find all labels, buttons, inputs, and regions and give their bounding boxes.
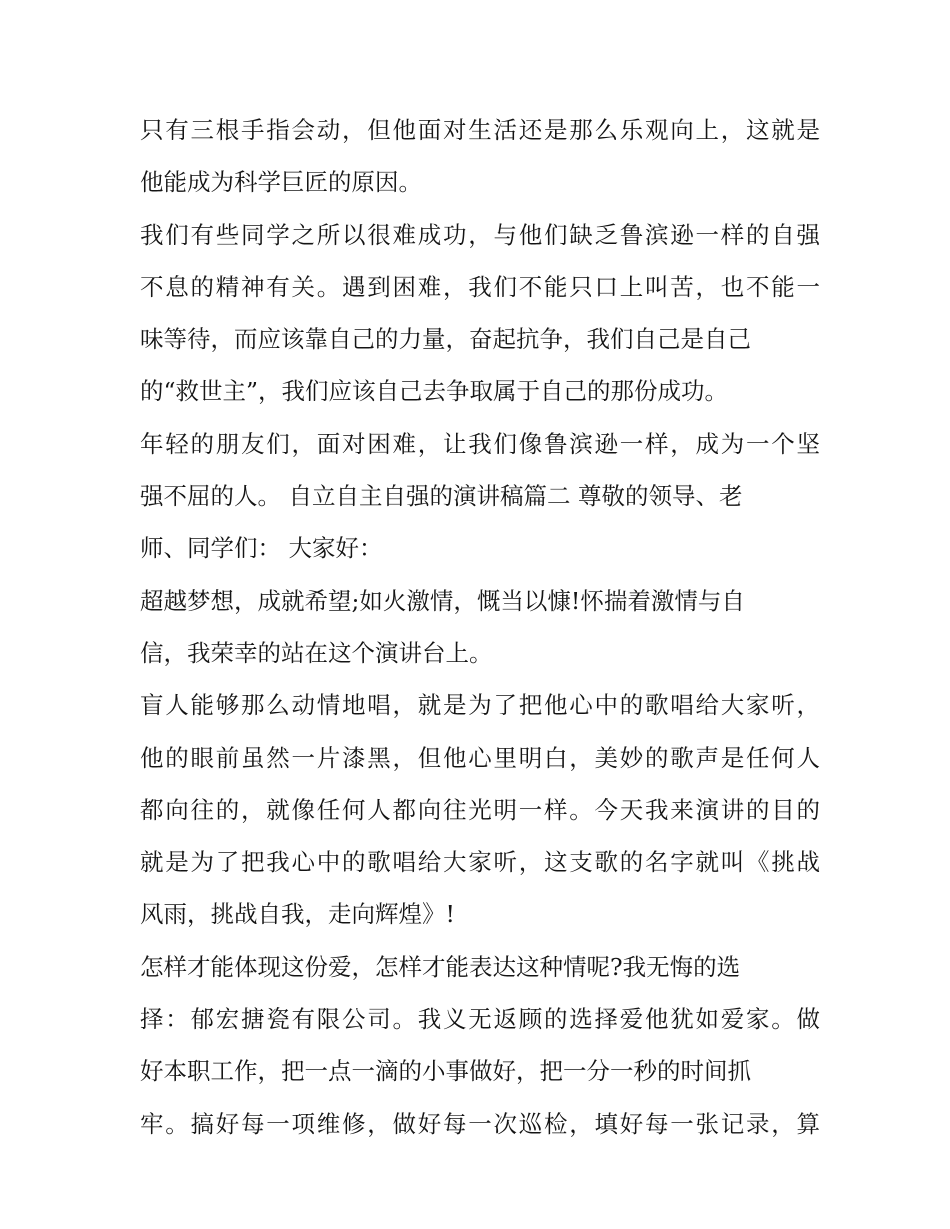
text-line: 好本职工作，把一点一滴的小事做好，把一分一秒的时间抓	[140, 1057, 751, 1086]
text-line: 他能成为科学巨匠的原因。	[140, 168, 422, 197]
text-line: 味等待，而应该靠自己的力量，奋起抗争，我们自己是自己	[140, 325, 751, 354]
text-line: 的“救世主”，我们应该自己去争取属于自己的那份成功。	[140, 377, 729, 406]
text-line: 风雨，挑战自我，走向辉煌》!	[140, 900, 455, 929]
text-line: 择：郁宏搪瓷有限公司。我义无返顾的选择爱他犹如爱家。做	[140, 1005, 820, 1034]
text-line: 他的眼前虽然一片漆黑，但他心里明白，美妙的歌声是任何人	[140, 743, 820, 772]
text-line: 超越梦想，成就希望;如火激情，慨当以慷!怀揣着激情与自	[140, 586, 745, 615]
text-line: 师、同学们： 大家好：	[140, 534, 383, 563]
text-line: 强不屈的人。 自立自主自强的演讲稿篇二 尊敬的领导、老	[140, 482, 743, 511]
text-line: 我们有些同学之所以很难成功，与他们缺乏鲁滨逊一样的自强	[140, 220, 820, 249]
text-line: 怎样才能体现这份爱，怎样才能表达这种情呢?我无悔的选	[140, 952, 741, 981]
text-line: 都向往的，就像任何人都向往光明一样。今天我来演讲的目的	[140, 795, 820, 824]
text-line: 不息的精神有关。遇到困难，我们不能只口上叫苦，也不能一	[140, 272, 820, 301]
text-line: 盲人能够那么动情地唱，就是为了把他心中的歌唱给大家听，	[140, 691, 820, 720]
document-body	[140, 108, 820, 1154]
text-line: 就是为了把我心中的歌唱给大家听，这支歌的名字就叫《挑战	[140, 848, 820, 877]
text-line: 牢。搞好每一项维修，做好每一次巡检，填好每一张记录，算	[140, 1109, 820, 1138]
text-line: 年轻的朋友们，面对困难，让我们像鲁滨逊一样，成为一个坚	[140, 429, 820, 458]
text-line: 只有三根手指会动，但他面对生活还是那么乐观向上，这就是	[140, 116, 820, 144]
text-line: 信，我荣幸的站在这个演讲台上。	[140, 638, 493, 667]
